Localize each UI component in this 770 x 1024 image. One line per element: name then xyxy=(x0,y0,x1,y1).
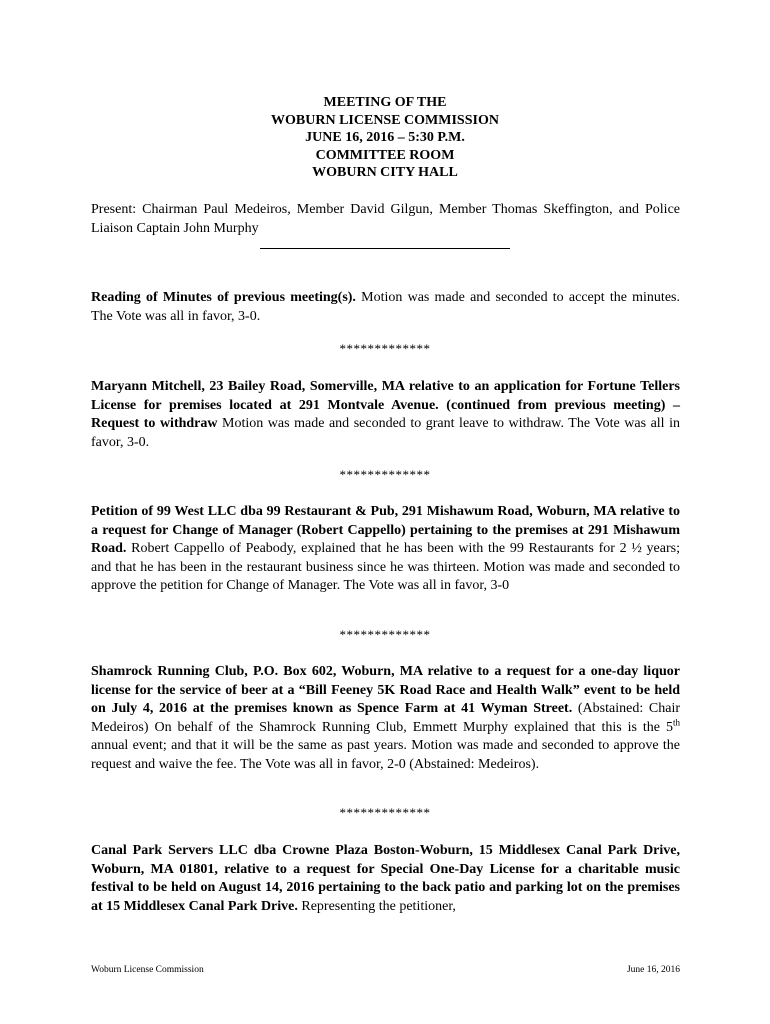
header-line-1: MEETING OF THE xyxy=(323,95,447,110)
item-text: Robert Cappello of Peabody, explained that he has been with the 99 Restaurants for 2 ½ years; and that he has been in the restaurant business since he was thirteen. Motion was made and seconded to approve the petition for Change of Manager. The Vote was all in favor, 3-0 xyxy=(91,541,680,593)
item-heading: Maryann Mitchell, 23 Bailey Road, Somerville, MA relative to an application for Fortune Tellers License for premises located at 291 Montvale Avenue. (continued from previous meeting) – Request to withdraw xyxy=(91,379,680,431)
agenda-item-mitchell xyxy=(91,378,680,452)
item-heading: Canal Park Servers LLC dba Crowne Plaza Boston-Woburn, 15 Middlesex Canal Park Drive, Woburn, MA 01801, relative to a request for Special One-Day License for a charitable music festival to be held on August 14, 2016 pertaining to the back patio and parking lot on the premises at 15 Middlesex Canal Park Drive. xyxy=(91,843,680,914)
section-separator: ************* xyxy=(339,805,431,820)
header-line-4: COMMITTEE ROOM xyxy=(315,147,455,163)
ordinal-suffix: th xyxy=(672,716,680,727)
header-line-3: JUNE 16, 2016 – 5:30 P.M. xyxy=(305,130,465,146)
section-separator: ************* xyxy=(339,467,431,482)
item-text: Representing the petitioner, xyxy=(297,898,456,914)
footer-left: Woburn License Commission xyxy=(91,965,204,975)
footer-date: June 16, 2016 xyxy=(626,965,680,975)
item-heading: Petition of 99 West LLC dba 99 Restaurant & Pub, 291 Mishawum Road, Woburn, MA relative to a request for Change of Manager (Robert Cappello) pertaining to the premises at 291 Mishawum Road. xyxy=(91,504,680,556)
horizontal-rule xyxy=(260,248,510,249)
item-heading: Shamrock Running Club, P.O. Box 602, Woburn, MA relative to a request for a one-day liquor license for the service of beer at a “Bill Feeney 5K Road Race and Health Walk” event to be held on July 4, 2016 at the premises known as Spence Farm at 41 Wyman Street. xyxy=(91,664,680,716)
item-text: (Abstained: Chair Medeiros) On behalf of the Shamrock Running Club, Emmett Murphy explained that this is the 5 xyxy=(91,701,680,735)
section-separator: ************* xyxy=(339,627,431,642)
item-heading: Reading of Minutes of previous meeting(s). xyxy=(91,290,356,305)
item-text: Motion was made and seconded to grant leave to withdraw. The Vote was all in favor, 3-0. xyxy=(91,416,680,450)
item-text: annual event; and that it will be the same as past years. Motion was made and seconded to approve the request and waive the fee. The Vote was all in favor, 2-0 (Abstained: Medeiros). xyxy=(91,738,680,772)
meeting-header xyxy=(0,94,770,182)
item-text: Motion was made and seconded to accept the minutes. The Vote was all in favor, 3-0. xyxy=(91,290,680,324)
attendees-paragraph: Present: Chairman Paul Medeiros, Member David Gilgun, Member Thomas Skeffington, and Police Liaison Captain John Murphy xyxy=(91,202,680,236)
header-line-2: WOBURN LICENSE COMMISSION xyxy=(271,112,499,128)
agenda-item-99-restaurant xyxy=(91,503,680,596)
header-line-5: WOBURN CITY HALL xyxy=(312,165,458,181)
agenda-item-shamrock xyxy=(91,663,680,774)
section-separator: ************* xyxy=(339,341,431,356)
agenda-item-canal-park xyxy=(91,842,680,916)
agenda-item-minutes xyxy=(91,289,680,326)
